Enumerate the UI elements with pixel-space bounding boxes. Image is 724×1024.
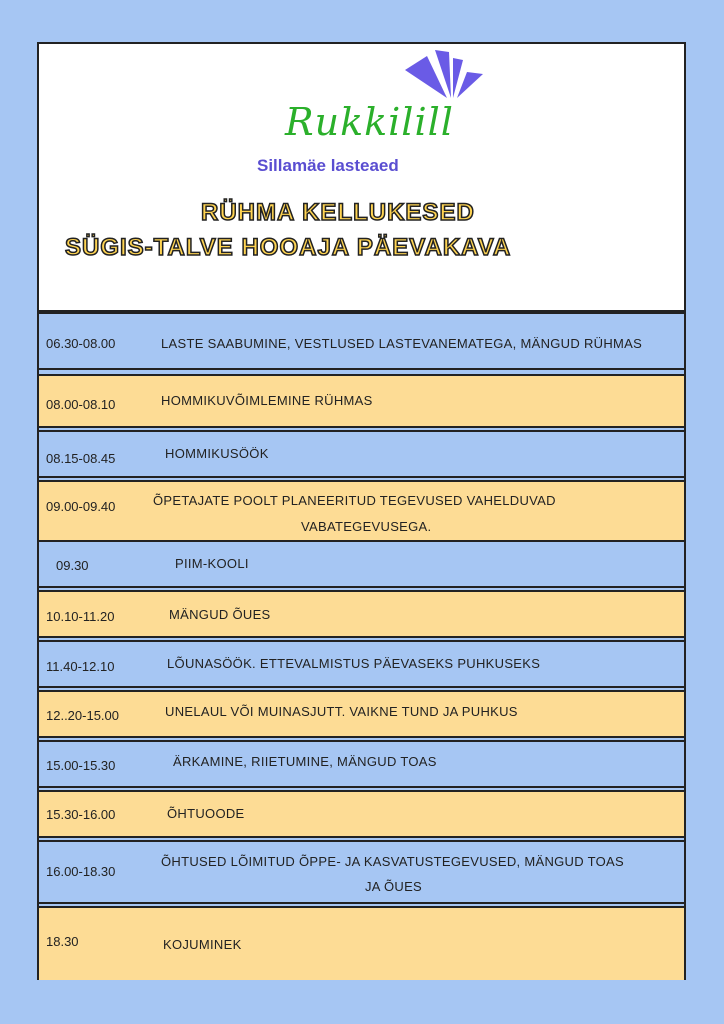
row-time: 12..20-15.00 [46,708,120,723]
schedule-row [39,590,684,638]
schedule-row [39,430,684,478]
row-activity: HOMMIKUSÖÖK [165,446,269,461]
schedule-row [39,906,684,980]
schedule-row [39,312,684,370]
row-time: 09.30 [56,558,89,573]
header [39,44,684,312]
schedule-row [39,640,684,688]
schedule-row [39,690,684,738]
row-activity-cont: JA ÕUES [365,879,423,894]
row-time: 16.00-18.30 [46,864,116,879]
row-activity-cont: VABATEGEVUSEGA. [301,519,432,534]
row-activity: UNELAUL VÕI MUINASJUTT. VAIKNE TUND JA PUHKUS [165,704,518,719]
row-activity: ÕPETAJATE POOLT PLANEERITUD TEGEVUSED VAHELDUVAD [153,493,556,508]
row-time: 09.00-09.40 [46,499,116,514]
logo-word: Rukkilill [285,100,454,144]
row-activity: ÄRKAMINE, RIIETUMINE, MÄNGUD TOAS [173,754,437,769]
logo [257,48,499,188]
schedule-row [39,540,684,588]
row-time: 10.10-11.20 [46,609,115,624]
row-activity: LÕUNASÖÖK. ETTEVALMISTUS PÄEVASEKS PUHKUSEKS [167,656,541,671]
row-time: 08.15-08.45 [46,451,116,466]
schedule-row [39,480,684,542]
cornflower-icon [397,48,487,108]
row-time: 15.00-15.30 [46,758,116,773]
schedule-row [39,374,684,428]
row-activity: ÕHTUOODE [167,806,245,821]
row-activity: PIIM-KOOLI [175,556,249,571]
schedule-row [39,790,684,838]
row-time: 06.30-08.00 [46,336,116,351]
row-time: 11.40-12.10 [46,659,115,674]
row-time: 15.30-16.00 [46,807,116,822]
row-activity: KOJUMINEK [163,937,242,952]
row-activity: HOMMIKUVÕIMLEMINE RÜHMAS [161,393,373,408]
schedule-page [37,42,686,980]
schedule-row [39,740,684,788]
title-line-1: RÜHMA KELLUKESED [201,199,475,226]
row-time: 08.00-08.10 [46,397,116,412]
title-line-2: SÜGIS-TALVE HOOAJA PÄEVAKAVA [65,234,512,261]
schedule-row [39,840,684,904]
row-activity: ÕHTUSED LÕIMITUD ÕPPE- JA KASVATUSTEGEVUSED, MÄNGUD TOAS [161,854,624,869]
row-time: 18.30 [46,934,79,949]
row-activity: LASTE SAABUMINE, VESTLUSED LASTEVANEMATEGA, MÄNGUD RÜHMAS [161,336,643,351]
row-activity: MÄNGUD ÕUES [169,607,271,622]
logo-subtitle: Sillamäe lasteaed [257,156,399,175]
